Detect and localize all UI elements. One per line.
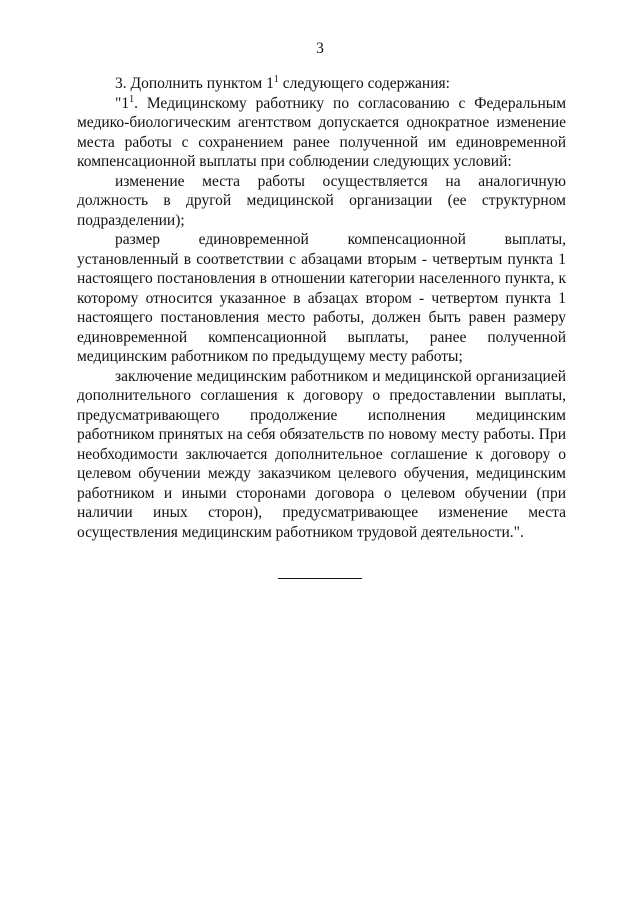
paragraph-text: размер единовременной компенсационной выплаты, установленный в соответствии с абзацами вторым - четвертым пункта 1 настоящего постановления в отношении категории населенного пункта, к которому относится указанное в абзацах втором - четвертом пункта 1 настоящего постановления место работы, должен быть равен размеру единовременной компенсационной выплаты, ранее полученной медицинским работником по предыдущему месту работы; xyxy=(77,231,566,365)
superscript: 1 xyxy=(129,93,135,105)
paragraph-text: изменение места работы осуществляется на аналогичную должность в другой медицинской организации (ее структурном подразделении); xyxy=(77,172,566,229)
paragraph-text: "1 xyxy=(115,94,130,112)
page-number: 3 xyxy=(316,40,324,57)
paragraph-text: заключение медицинским работником и медицинской организацией дополнительного соглашения к договору о предоставлении выплаты, предусматривающего продолжение исполнения медицинским работником принятых на себя обязательств по новому месту работы. При необходимости заключается дополнительное соглашение к договору о целевом обучении между заказчиком целевого обучения, медицинским работником и иными сторонами договора о целевом обучении (при наличии иных сторон), предусматривающее изменение места осуществления медицинским работником трудовой деятельности.". xyxy=(77,367,566,541)
closing-divider-line xyxy=(278,578,362,579)
paragraph-text: 3. Дополнить пунктом 1 xyxy=(115,75,274,92)
paragraph-clause-1-1 xyxy=(77,94,566,172)
paragraph-condition-1 xyxy=(77,172,566,231)
paragraph-condition-2 xyxy=(77,230,566,367)
document-body xyxy=(77,74,566,542)
superscript: 1 xyxy=(273,74,279,85)
paragraph-condition-3 xyxy=(77,367,566,543)
paragraph-text: следующего содержания: xyxy=(278,75,450,92)
paragraph-text: . Медицинскому работнику по согласованию с Федеральным медико-биологическим агентством допускается однократное изменение места работы с сохранением ранее полученной им единовременной компенсационной выплаты при соблюдении следующих условий: xyxy=(77,94,566,170)
paragraph-amendment-intro xyxy=(77,74,566,94)
